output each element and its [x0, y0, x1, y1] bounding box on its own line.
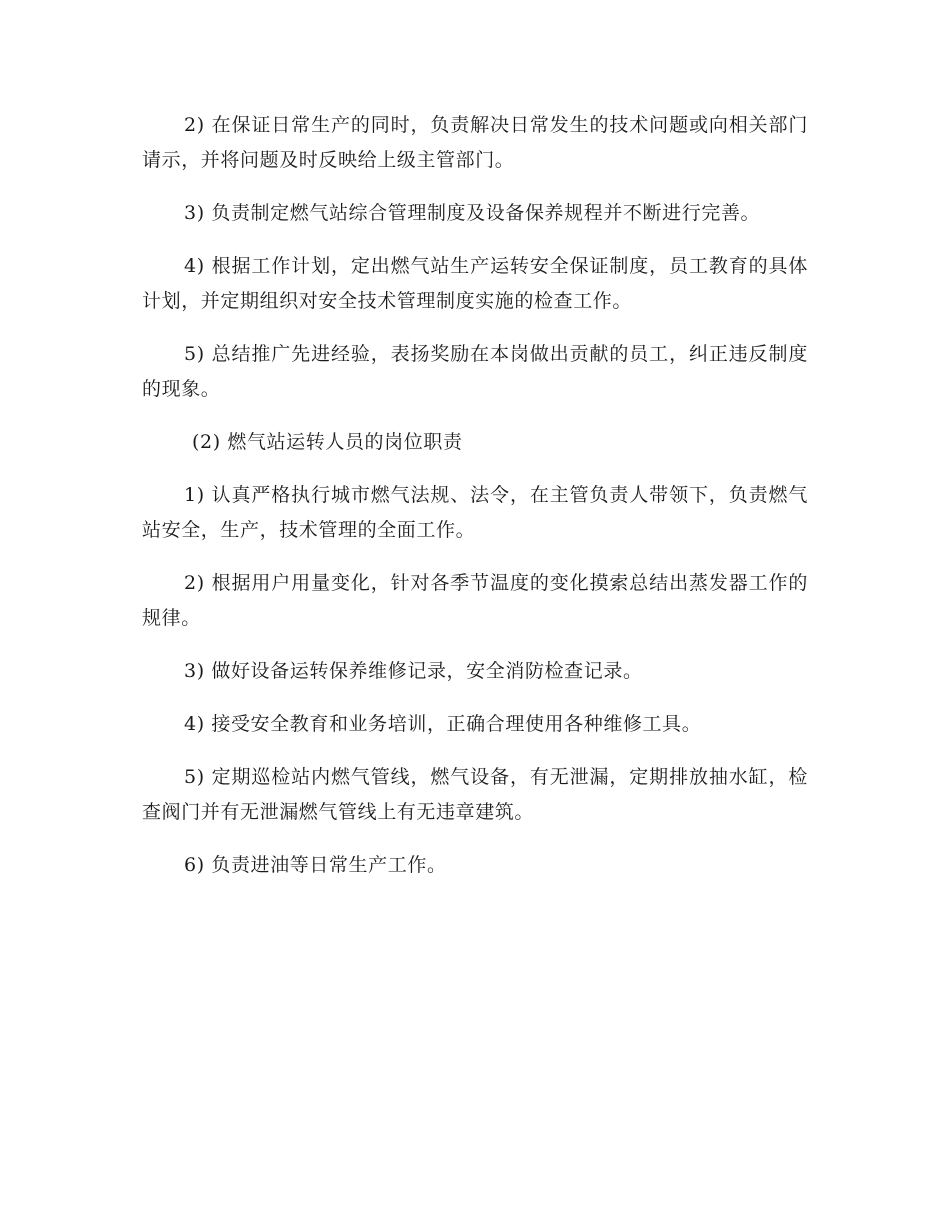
paragraph-duty-2: 2) 在保证日常生产的同时，负责解决日常发生的技术问题或向相关部门请示，并将问题及时反映给上级主管部门。 [142, 114, 808, 171]
paragraph-operator-duty-1: 1) 认真严格执行城市燃气法规、法令，在主管负责人带领下，负责燃气站安全，生产，技术管理的全面工作。 [142, 484, 808, 541]
paragraph-duty-5: 5) 总结推广先进经验，表扬奖励在本岗做出贡献的员工，纠正违反制度的现象。 [142, 343, 808, 400]
paragraph-operator-duty-4: 4) 接受安全教育和业务培训，正确合理使用各种维修工具。 [184, 713, 702, 735]
paragraph-operator-duty-2: 2) 根据用户用量变化，针对各季节温度的变化摸索总结出蒸发器工作的规律。 [142, 572, 808, 629]
document-body [142, 108, 808, 901]
paragraph-duty-3: 3) 负责制定燃气站综合管理制度及设备保养规程并不断进行完善。 [184, 202, 761, 224]
section-heading: (2) 燃气站运转人员的岗位职责 [192, 431, 463, 453]
paragraph-operator-duty-3: 3) 做好设备运转保养维修记录，安全消防检查记录。 [184, 660, 643, 682]
paragraph-duty-4: 4) 根据工作计划，定出燃气站生产运转安全保证制度，员工教育的具体计划，并定期组织对安全技术管理制度实施的检查工作。 [142, 255, 808, 312]
paragraph-operator-duty-5: 5) 定期巡检站内燃气管线，燃气设备，有无泄漏，定期排放抽水缸，检查阀门并有无泄漏燃气管线上有无违章建筑。 [142, 766, 808, 823]
paragraph-operator-duty-6: 6) 负责进油等日常生产工作。 [184, 854, 447, 876]
